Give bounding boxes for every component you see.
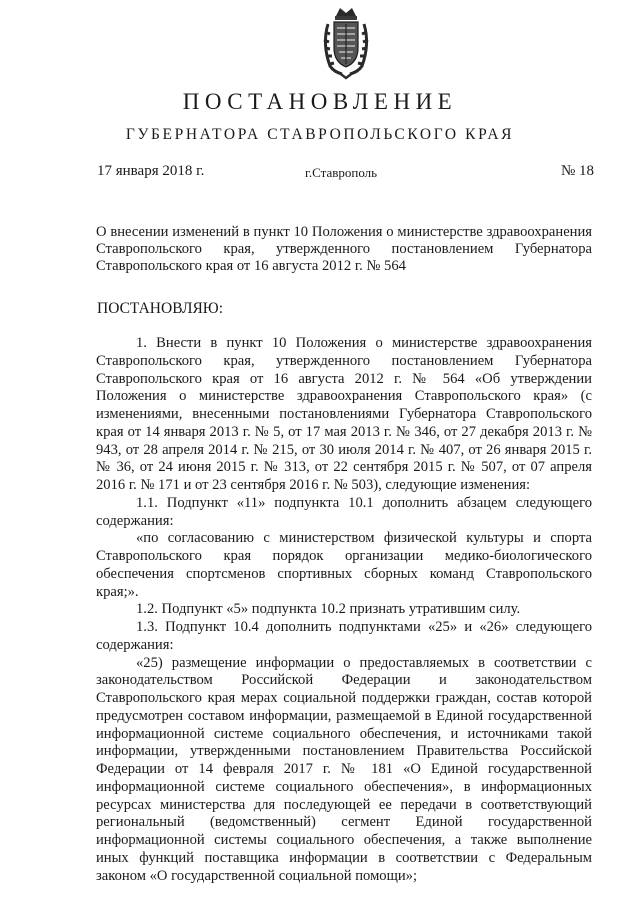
- coat-of-arms-icon: [318, 4, 374, 80]
- paragraph-1-3: 1.3. Подпункт 10.4 дополнить подпунктами «25» и «26» следующего содержания:: [96, 619, 592, 653]
- paragraph-1-1: 1.1. Подпункт «11» подпункта 10.1 дополнить абзацем следующего содержания:: [96, 494, 592, 529]
- document-number: № 18: [560, 163, 594, 179]
- paragraph-1-2: 1.2. Подпункт «5» подпункта 10.2 признать утратившим силу.: [136, 601, 521, 618]
- paragraph-1-3-item-25: «25) размещение информации о предоставляемых в соответствии с законодательством Российской Федерации и законодательством Ставропольского края мерах социальной поддержки граждан, состав которой предусмотрен составом информации, размещаемой в Единой государственной информационной системе социального обеспечения, и источниками такой информации, утвержденными постановлением Правительства Российской Федерации от 14 февраля 2017 г. № 181 «О Единой государственной информационной системе социального обеспечения», в информационных ресурсах министерства для последующей ее передачи в соответствующий региональный (ведомственный) сегмент Единой государственной информационной системы социального обеспечения, а также выполнение иных функций поставщика информации в соответствии с Федеральным законом «О государственной социальной помощи»;: [96, 654, 592, 884]
- document-city: г.Ставрополь: [305, 165, 378, 180]
- paragraph-1-1-text: «по согласованию с министерством физической культуры и спорта Ставропольского края порядок организации медико-биологического обеспечения спортсменов спортивных сборных команд Ставропольского края;».: [96, 530, 592, 600]
- document-body: [96, 335, 592, 885]
- paragraph-1: 1. Внести в пункт 10 Положения о министерстве здравоохранения Ставропольского края, утвержденного постановлением Губернатора Ставропольского края от 16 августа 2012 г. № 564 «Об утверждении Положения о министерстве здравоохранения Ставропольского края» (с изменениями, внесенными постановлениями Губернатора Ставропольского края от 14 января 2013 г. № 5, от 17 мая 2013 г. № 346, от 27 декабря 2013 г. № 943, от 28 апреля 2014 г. № 215, от 30 июля 2014 г. № 407, от 26 января 2015 г. № 36, от 24 июня 2015 г. № 313, от 22 сентября 2015 г. № 507, от 07 апреля 2016 г. № 171 и от 23 сентября 2016 г. № 503), следующие изменения:: [96, 335, 592, 493]
- decree-heading: ПОСТАНОВЛЯЮ:: [97, 300, 224, 317]
- document-title: ПОСТАНОВЛЕНИЕ: [182, 89, 458, 114]
- document-subtitle: ГУБЕРНАТОРА СТАВРОПОЛЬСКОГО КРАЯ: [125, 126, 515, 143]
- document-subject: О внесении изменений в пункт 10 Положения о министерстве здравоохранения Ставропольского края, утвержденного постановлением Губернатора Ставропольского края от 16 августа 2012 г. № 564: [96, 224, 592, 274]
- document-date: 17 января 2018 г.: [97, 163, 205, 179]
